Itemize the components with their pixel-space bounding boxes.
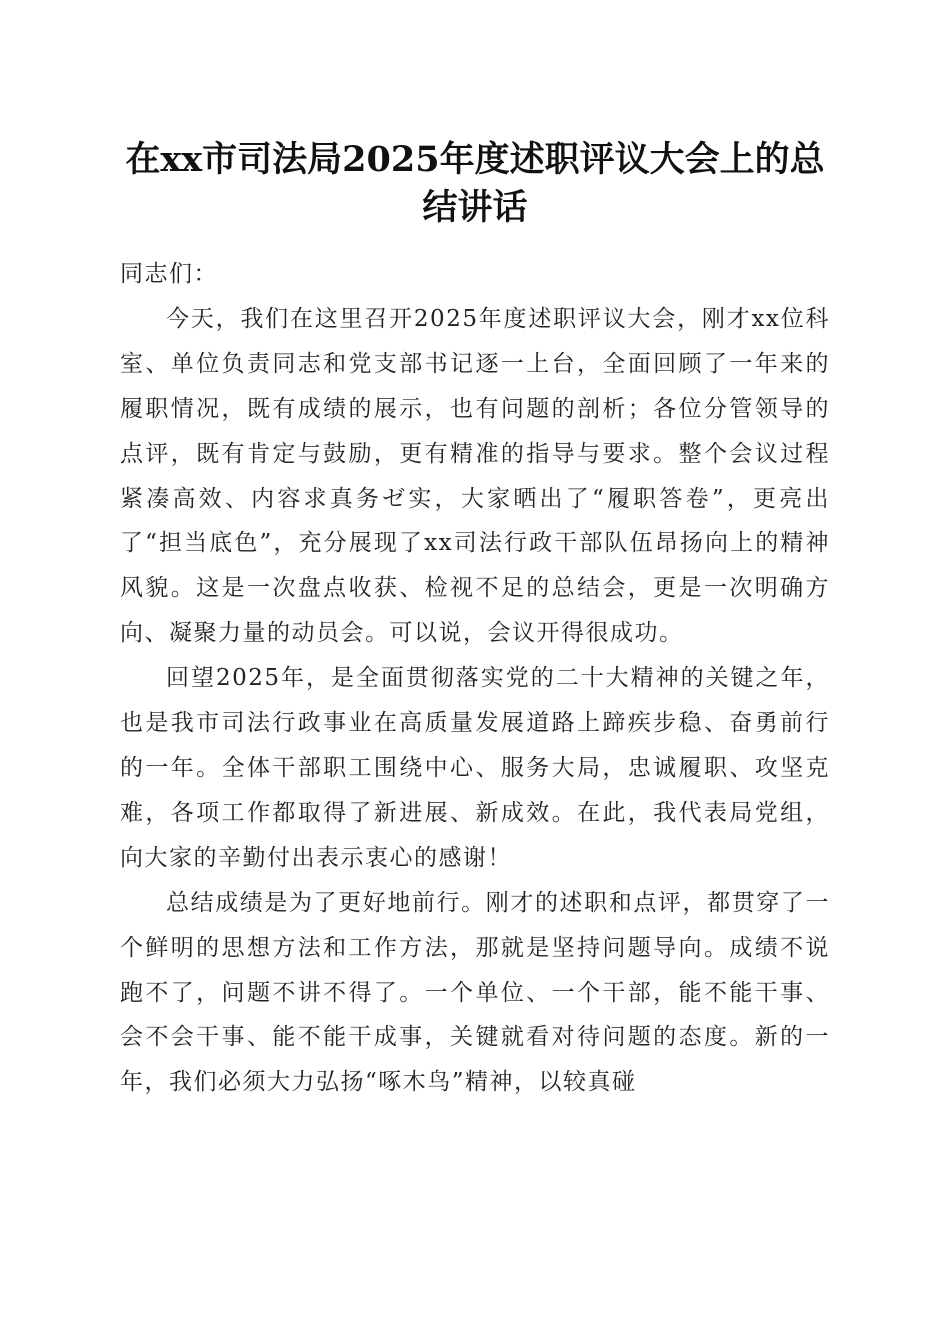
document-title: 在xx市司法局2025年度述职评议大会上的总结讲话 [125, 139, 825, 228]
paragraph-2: 回望2025年，是全面贯彻落实党的二十大精神的关键之年，也是我市司法行政事业在高质量发展道路上蹄疾步稳、奋勇前行的一年。全体干部职工围绕中心、服务大局，忠诚履职、攻坚克难，各项工作都取得了新进展、新成效。在此，我代表局党组，向大家的辛勤付出表示衷心的感谢！ [120, 665, 830, 871]
greeting: 同志们： [120, 261, 218, 287]
paragraph-3: 总结成绩是为了更好地前行。刚才的述职和点评，都贯穿了一个鲜明的思想方法和工作方法，那就是坚持问题导向。成绩不说跑不了，问题不讲不得了。一个单位、一个干部，能不能干事、会不会干事、能不能干成事，关键就看对待问题的态度。新的一年，我们必须大力弘扬“啄木鸟”精神，以较真碰 [120, 889, 830, 1096]
document-body [120, 252, 830, 1105]
paragraph-1: 今天，我们在这里召开2025年度述职评议大会，刚才xx位科室、单位负责同志和党支部书记逐一上台，全面回顾了一年来的履职情况，既有成绩的展示，也有问题的剖析；各位分管领导的点评，既有肯定与鼓励，更有精准的指导与要求。整个会议过程紧凑高效、内容求真务ゼ实，大家晒出了“履职答卷”，更亮出了“担当底色”，充分展现了xx司法行政干部队伍昂扬向上的精神风貌。这是一次盘点收获、检视不足的总结会，更是一次明确方向、凝聚力量的动员会。可以说，会议开得很成功。 [120, 305, 830, 647]
